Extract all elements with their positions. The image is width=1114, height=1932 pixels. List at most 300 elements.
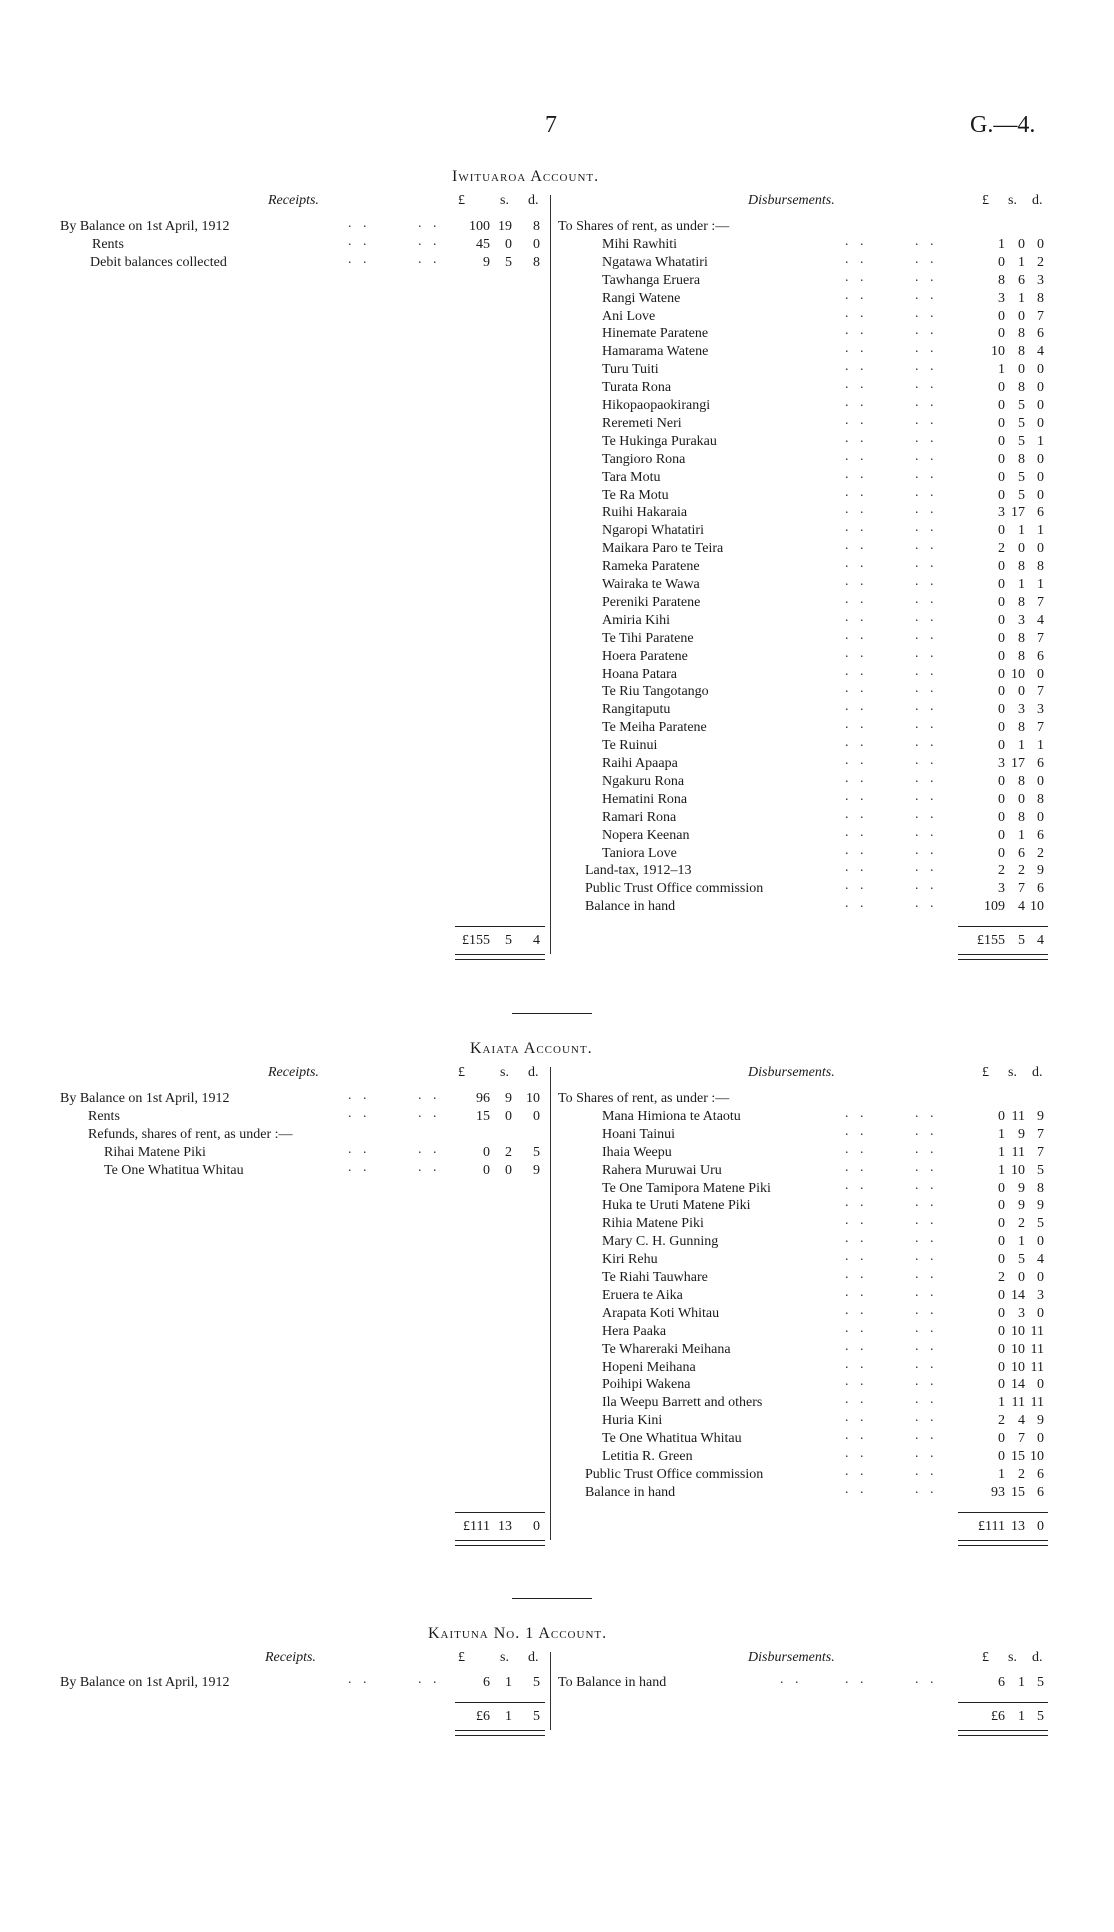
disbursement-pounds: 0: [998, 1449, 1005, 1464]
disbursement-row-label: Te Ruinui: [602, 738, 658, 754]
total-disbursements-shillings: 13: [1011, 1518, 1025, 1534]
leader-dots: . .: [915, 681, 938, 697]
leader-dots: . .: [845, 556, 868, 572]
leader-dots: . .: [915, 717, 938, 733]
disbursement-row-label: Ihaia Weepu: [602, 1144, 672, 1160]
receipt-row-label: Rents: [88, 1108, 120, 1124]
leader-dots: . .: [845, 1410, 868, 1426]
double-underline: [455, 1540, 545, 1546]
leader-dots: . .: [915, 466, 938, 482]
disbursement-shillings: 4: [1018, 1413, 1025, 1429]
receipt-row-label: By Balance on 1st April, 1912: [60, 1091, 230, 1106]
leader-dots: . .: [845, 806, 868, 822]
leader-dots: . .: [845, 1672, 868, 1687]
leader-dots: . .: [845, 1213, 868, 1229]
leader-dots: . .: [780, 1672, 803, 1687]
pound-header: £: [458, 193, 465, 208]
disbursement-shillings: 0: [1018, 1270, 1025, 1285]
leader-dots: . .: [845, 502, 868, 518]
disbursement-shillings: 1: [1018, 290, 1025, 306]
disbursement-pence: 6: [1037, 505, 1044, 521]
leader-dots: . .: [915, 1249, 938, 1265]
disbursement-pounds: 2: [998, 1413, 1005, 1429]
leader-dots: . .: [915, 287, 938, 303]
disbursement-row-label: Amiria Kihi: [602, 612, 671, 628]
disbursement-pounds: 0: [998, 630, 1005, 646]
receipt-pounds: 96: [476, 1091, 490, 1106]
disbursement-pounds: 0: [998, 684, 1005, 700]
leader-dots: . .: [915, 806, 938, 822]
disbursement-pence: 0: [1037, 469, 1044, 485]
leader-dots: . .: [915, 788, 938, 804]
leader-dots: . .: [845, 251, 868, 267]
disbursement-row-label: Mihi Rawhiti: [602, 236, 678, 252]
disbursement-pence: 11: [1030, 1359, 1044, 1375]
receipt-pence: 0: [533, 1108, 540, 1124]
disbursement-shillings: 10: [1011, 1359, 1025, 1375]
leader-dots: . .: [915, 484, 938, 500]
leader-dots: . .: [845, 1481, 868, 1497]
leader-dots: . .: [845, 1249, 868, 1265]
disbursement-pence: 6: [1037, 827, 1044, 843]
leader-dots: . .: [845, 824, 868, 840]
disbursement-pounds: 0: [998, 1323, 1005, 1339]
disbursement-pence: 0: [1037, 451, 1044, 467]
receipt-pence: 9: [533, 1162, 540, 1178]
disbursement-row-label: Nopera Keenan: [602, 827, 690, 843]
disbursement-shillings: 7: [1018, 1431, 1025, 1447]
leader-dots: . .: [845, 341, 868, 357]
total-receipts-pence: 4: [533, 933, 540, 949]
disbursement-row-label: Te Ra Motu: [602, 487, 669, 503]
disbursement-pence: 9: [1037, 1198, 1044, 1214]
disbursements-header: Disbursements.: [748, 1650, 835, 1665]
disbursement-row-label: Hikopaopaokirangi: [602, 398, 711, 413]
shilling-header: s.: [500, 193, 509, 208]
leader-dots: . .: [845, 233, 868, 249]
disbursement-shillings: 4: [1018, 899, 1025, 915]
disbursement-pounds: 0: [998, 1216, 1005, 1232]
disbursement-row-label: Kiri Rehu: [602, 1252, 658, 1268]
receipt-pounds: 9: [483, 254, 490, 270]
disbursement-shillings: 8: [1018, 326, 1025, 342]
leader-dots: . .: [348, 1159, 371, 1175]
disbursement-pounds: 0: [998, 577, 1005, 592]
disbursement-pounds: 6: [998, 1675, 1005, 1690]
disbursement-pence: 8: [1037, 290, 1044, 306]
disbursement-shillings: 8: [1018, 559, 1025, 575]
leader-dots: . .: [418, 1159, 441, 1175]
disbursement-shillings: 8: [1018, 720, 1025, 736]
receipt-pence: 5: [533, 1144, 540, 1160]
disbursement-row-label: Rihia Matene Piki: [602, 1216, 704, 1232]
disbursement-pence: 0: [1037, 773, 1044, 789]
leader-dots: . .: [915, 538, 938, 554]
disbursement-shillings: 17: [1011, 505, 1025, 521]
leader-dots: . .: [915, 1123, 938, 1139]
disbursement-row-label: Taniora Love: [602, 845, 677, 861]
leader-dots: . .: [915, 770, 938, 786]
double-underline: [455, 954, 545, 960]
disbursement-row-label: Turu Tuiti: [602, 362, 659, 378]
disbursement-pounds: 0: [998, 559, 1005, 575]
disbursement-pounds: 0: [998, 1377, 1005, 1393]
leader-dots: . .: [845, 323, 868, 339]
disbursement-pence: 0: [1037, 1270, 1044, 1285]
receipt-pence: 5: [533, 1675, 540, 1690]
leader-dots: . .: [915, 1410, 938, 1426]
disbursement-row-label: Ramari Rona: [602, 809, 677, 825]
disbursement-pence: 7: [1037, 720, 1044, 736]
pound-header: £: [982, 193, 989, 208]
disbursement-pounds: 0: [998, 1305, 1005, 1321]
disbursement-shillings: 1: [1018, 577, 1025, 592]
disbursement-shillings: 10: [1011, 666, 1025, 682]
total-disbursements-pounds: £155: [977, 933, 1005, 949]
disbursement-shillings: 8: [1018, 648, 1025, 664]
leader-dots: . .: [845, 430, 868, 446]
leader-dots: . .: [915, 1356, 938, 1372]
leader-dots: . .: [845, 609, 868, 625]
disbursement-pence: 6: [1037, 326, 1044, 342]
disbursement-shillings: 10: [1011, 1162, 1025, 1178]
disbursement-pounds: 0: [998, 738, 1005, 754]
leader-dots: . .: [915, 824, 938, 840]
receipt-row-label: Rihai Matene Piki: [104, 1144, 206, 1160]
disbursement-shillings: 1: [1018, 1675, 1025, 1690]
receipt-shillings: 0: [505, 236, 512, 252]
disbursement-shillings: 8: [1018, 594, 1025, 610]
disbursement-pounds: 0: [998, 254, 1005, 270]
double-underline: [958, 1730, 1048, 1736]
column-divider: [550, 1067, 551, 1540]
leader-dots: . .: [845, 359, 868, 375]
receipt-row-label: By Balance on 1st April, 1912: [60, 1675, 230, 1690]
disbursement-shillings: 1: [1018, 523, 1025, 539]
disbursement-shillings: 2: [1018, 863, 1025, 879]
disbursement-pounds: 8: [998, 272, 1005, 288]
leader-dots: . .: [845, 305, 868, 321]
total-receipts-shillings: 1: [505, 1708, 512, 1724]
disbursement-pounds: 0: [998, 451, 1005, 467]
disbursement-shillings: 5: [1018, 433, 1025, 449]
disbursement-row-label: Hematini Rona: [602, 791, 688, 807]
disbursement-pounds: 0: [998, 809, 1005, 825]
sum-rule: [958, 926, 1048, 927]
disbursement-pounds: 0: [998, 1180, 1005, 1196]
disbursement-pounds: 2: [998, 863, 1005, 879]
disbursement-row-label: Public Trust Office commission: [585, 1466, 764, 1482]
disbursement-pence: 0: [1037, 415, 1044, 431]
receipts-header: Receipts.: [265, 1650, 316, 1665]
disbursement-shillings: 17: [1011, 756, 1025, 771]
leader-dots: . .: [418, 233, 441, 249]
disbursement-shillings: 8: [1018, 344, 1025, 360]
receipt-row-label: Te One Whatitua Whitau: [104, 1162, 244, 1178]
disbursement-pence: 3: [1037, 702, 1044, 718]
disbursement-pounds: 0: [998, 415, 1005, 431]
leader-dots: . .: [418, 1105, 441, 1121]
disbursement-shillings: 0: [1018, 362, 1025, 378]
receipt-row-label: Rents: [92, 236, 124, 252]
disbursement-pounds: 0: [998, 1341, 1005, 1357]
leader-dots: . .: [845, 395, 868, 410]
disbursement-pounds: 93: [991, 1484, 1005, 1500]
leader-dots: . .: [845, 1356, 868, 1372]
disbursement-row-label: Rangitaputu: [602, 702, 671, 718]
disbursement-row-label: Te Riu Tangotango: [602, 684, 709, 700]
leader-dots: . .: [915, 860, 938, 876]
column-divider: [550, 195, 551, 954]
leader-dots: . .: [915, 502, 938, 518]
leader-dots: . .: [845, 1123, 868, 1139]
disbursement-pence: 8: [1037, 1180, 1044, 1196]
receipt-pounds: 100: [469, 219, 490, 234]
disbursement-pounds: 1: [998, 1144, 1005, 1160]
leader-dots: . .: [915, 233, 938, 249]
disbursement-pounds: 0: [998, 827, 1005, 843]
column-divider: [550, 1652, 551, 1730]
receipt-pence: 10: [526, 1091, 540, 1106]
disbursement-shillings: 1: [1018, 827, 1025, 843]
receipt-shillings: 9: [505, 1091, 512, 1106]
disbursement-row-label: Te Tihi Paratene: [602, 630, 694, 646]
disbursement-pence: 11: [1030, 1323, 1044, 1339]
disbursement-shillings: 8: [1018, 773, 1025, 789]
leader-dots: . .: [915, 1374, 938, 1390]
disbursement-row-label: Hoera Paratene: [602, 648, 688, 664]
disbursement-pounds: 0: [998, 648, 1005, 664]
leader-dots: . .: [845, 645, 868, 661]
disbursement-pounds: 0: [998, 398, 1005, 413]
disbursement-shillings: 11: [1011, 1144, 1025, 1160]
disbursement-shillings: 11: [1011, 1108, 1025, 1124]
pence-header: d.: [1032, 1650, 1043, 1665]
disbursement-row-label: Rangi Watene: [602, 290, 681, 306]
leader-dots: . .: [915, 591, 938, 607]
leader-dots: . .: [845, 520, 868, 536]
shilling-header: s.: [1008, 1650, 1017, 1665]
disbursement-shillings: 5: [1018, 1252, 1025, 1268]
disbursement-shillings: 3: [1018, 702, 1025, 718]
disbursement-pence: 0: [1037, 1305, 1044, 1321]
leader-dots: . .: [915, 699, 938, 715]
disbursement-pence: 3: [1037, 272, 1044, 288]
disbursement-shillings: 1: [1018, 738, 1025, 754]
leader-dots: . .: [845, 1302, 868, 1318]
disbursement-row-label: Ila Weepu Barrett and others: [602, 1395, 763, 1411]
pound-header: £: [458, 1065, 465, 1080]
leader-dots: . .: [845, 627, 868, 643]
leader-dots: . .: [845, 287, 868, 303]
disbursement-row-label: Wairaka te Wawa: [602, 577, 700, 592]
disbursement-row-label: Public Trust Office commission: [585, 881, 764, 897]
receipt-pounds: 6: [483, 1675, 490, 1690]
disbursement-row-label: Arapata Koti Whitau: [602, 1305, 720, 1321]
page-reference: G.—4.: [970, 112, 1036, 138]
leader-dots: . .: [915, 1267, 938, 1282]
receipt-row-label: Refunds, shares of rent, as under :—: [88, 1126, 293, 1142]
leader-dots: . .: [915, 1195, 938, 1211]
disbursement-pounds: 0: [998, 773, 1005, 789]
disbursements-header: Disbursements.: [748, 193, 835, 208]
disbursement-shillings: 8: [1018, 809, 1025, 825]
shilling-header: s.: [500, 1065, 509, 1080]
disbursement-pence: 0: [1037, 236, 1044, 252]
disbursement-row-label: Ngakuru Rona: [602, 773, 685, 789]
leader-dots: . .: [348, 251, 371, 267]
leader-dots: . .: [845, 860, 868, 876]
disbursement-pence: 5: [1037, 1162, 1044, 1178]
disbursement-row-label: Ngaropi Whatatiri: [602, 523, 704, 539]
disbursement-pence: 6: [1037, 756, 1044, 771]
disbursement-pence: 7: [1037, 308, 1044, 324]
disbursement-shillings: 9: [1018, 1126, 1025, 1142]
sum-rule: [455, 1702, 545, 1703]
disbursement-row-label: Tawhanga Eruera: [602, 272, 701, 288]
leader-dots: . .: [915, 1141, 938, 1157]
disbursement-row-label: To Balance in hand: [558, 1675, 667, 1690]
disbursement-row-label: Pereniki Paratene: [602, 594, 701, 610]
disbursement-pounds: 0: [998, 666, 1005, 682]
leader-dots: . .: [915, 430, 938, 446]
shilling-header: s.: [1008, 1065, 1017, 1080]
disbursement-pence: 10: [1030, 899, 1044, 915]
leader-dots: . .: [915, 1213, 938, 1229]
disbursement-pence: 2: [1037, 845, 1044, 861]
leader-dots: . .: [845, 770, 868, 786]
leader-dots: . .: [348, 216, 371, 231]
disbursement-heading: To Shares of rent, as under :—: [558, 1091, 730, 1106]
disbursement-pounds: 2: [998, 541, 1005, 557]
leader-dots: . .: [418, 1672, 441, 1687]
receipt-shillings: 0: [505, 1108, 512, 1124]
receipt-pounds: 0: [483, 1144, 490, 1160]
disbursement-pounds: 10: [991, 344, 1005, 360]
leader-dots: . .: [845, 1177, 868, 1193]
leader-dots: . .: [915, 1105, 938, 1121]
leader-dots: . .: [915, 269, 938, 285]
disbursement-pounds: 0: [998, 1198, 1005, 1214]
leader-dots: . .: [915, 1231, 938, 1247]
leader-dots: . .: [845, 1446, 868, 1461]
leader-dots: . .: [915, 359, 938, 375]
disbursement-pounds: 1: [998, 1162, 1005, 1178]
disbursement-pounds: 0: [998, 1252, 1005, 1268]
section-separator: [512, 1598, 592, 1599]
total-receipts-shillings: 13: [498, 1518, 512, 1534]
disbursement-shillings: 6: [1018, 272, 1025, 288]
leader-dots: . .: [845, 1105, 868, 1121]
disbursement-pounds: 0: [998, 1431, 1005, 1447]
disbursement-pence: 0: [1037, 1234, 1044, 1250]
leader-dots: . .: [845, 538, 868, 554]
disbursement-row-label: Te Meiha Paratene: [602, 720, 707, 736]
leader-dots: . .: [915, 1428, 938, 1444]
disbursement-pounds: 0: [998, 791, 1005, 807]
disbursement-pence: 4: [1037, 344, 1044, 360]
leader-dots: . .: [845, 842, 868, 858]
disbursement-row-label: Letitia R. Green: [602, 1449, 693, 1464]
total-receipts-shillings: 5: [505, 933, 512, 949]
leader-dots: . .: [845, 717, 868, 733]
total-disbursements-shillings: 1: [1018, 1708, 1025, 1724]
disbursement-shillings: 6: [1018, 845, 1025, 861]
disbursement-pounds: 0: [998, 1359, 1005, 1375]
disbursement-row-label: Te One Tamipora Matene Piki: [602, 1180, 771, 1196]
disbursement-row-label: Land-tax, 1912–13: [585, 863, 692, 879]
disbursement-pence: 9: [1037, 1413, 1044, 1429]
disbursement-pounds: 0: [998, 594, 1005, 610]
disbursement-shillings: 15: [1011, 1484, 1025, 1500]
disbursement-row-label: Reremeti Neri: [602, 415, 682, 431]
leader-dots: . .: [845, 574, 868, 589]
disbursement-pence: 6: [1037, 881, 1044, 897]
leader-dots: . .: [915, 1177, 938, 1193]
leader-dots: . .: [845, 269, 868, 285]
pence-header: d.: [528, 1650, 539, 1665]
total-disbursements-pence: 0: [1037, 1518, 1044, 1534]
disbursement-shillings: 1: [1018, 254, 1025, 270]
disbursement-pounds: 0: [998, 469, 1005, 485]
disbursement-pence: 7: [1037, 1144, 1044, 1160]
disbursement-shillings: 7: [1018, 881, 1025, 897]
receipt-row-label: Debit balances collected: [90, 254, 227, 270]
disbursement-shillings: 0: [1018, 791, 1025, 807]
leader-dots: . .: [845, 735, 868, 751]
disbursement-row-label: Te Riahi Tauwhare: [602, 1270, 708, 1285]
leader-dots: . .: [915, 574, 938, 589]
disbursement-pounds: 3: [998, 505, 1005, 521]
disbursement-pounds: 3: [998, 756, 1005, 771]
leader-dots: . .: [845, 681, 868, 697]
disbursement-row-label: Hera Paaka: [602, 1323, 667, 1339]
leader-dots: . .: [915, 609, 938, 625]
disbursement-pence: 6: [1037, 1466, 1044, 1482]
disbursement-pence: 7: [1037, 1126, 1044, 1142]
leader-dots: . .: [915, 663, 938, 679]
leader-dots: . .: [915, 556, 938, 572]
leader-dots: . .: [845, 466, 868, 482]
pence-header: d.: [1032, 193, 1043, 208]
leader-dots: . .: [915, 878, 938, 894]
disbursement-pence: 0: [1037, 362, 1044, 378]
disbursement-shillings: 3: [1018, 612, 1025, 628]
receipt-pounds: 15: [476, 1108, 490, 1124]
section-separator: [512, 1013, 592, 1014]
disbursement-row-label: Te One Whatitua Whitau: [602, 1431, 742, 1447]
disbursement-row-label: Te Hukinga Purakau: [602, 433, 717, 449]
disbursement-pounds: 0: [998, 845, 1005, 861]
disbursement-row-label: Huria Kini: [602, 1413, 663, 1429]
sum-rule: [958, 1702, 1048, 1703]
leader-dots: . .: [348, 1672, 371, 1687]
disbursement-pence: 0: [1037, 666, 1044, 682]
account-title: Kaituna No. 1 Account.: [428, 1625, 608, 1642]
disbursement-pence: 5: [1037, 1675, 1044, 1690]
receipt-pence: 8: [533, 219, 540, 234]
leader-dots: . .: [915, 1338, 938, 1354]
disbursement-pence: 11: [1030, 1341, 1044, 1357]
disbursement-shillings: 8: [1018, 630, 1025, 646]
disbursement-row-label: Ani Love: [602, 308, 656, 324]
total-receipts-pounds: £155: [462, 933, 490, 949]
total-disbursements-pounds: £111: [978, 1518, 1005, 1534]
leader-dots: . .: [915, 448, 938, 464]
receipt-shillings: 0: [505, 1162, 512, 1178]
leader-dots: . .: [915, 395, 938, 410]
receipts-header: Receipts.: [268, 193, 319, 208]
